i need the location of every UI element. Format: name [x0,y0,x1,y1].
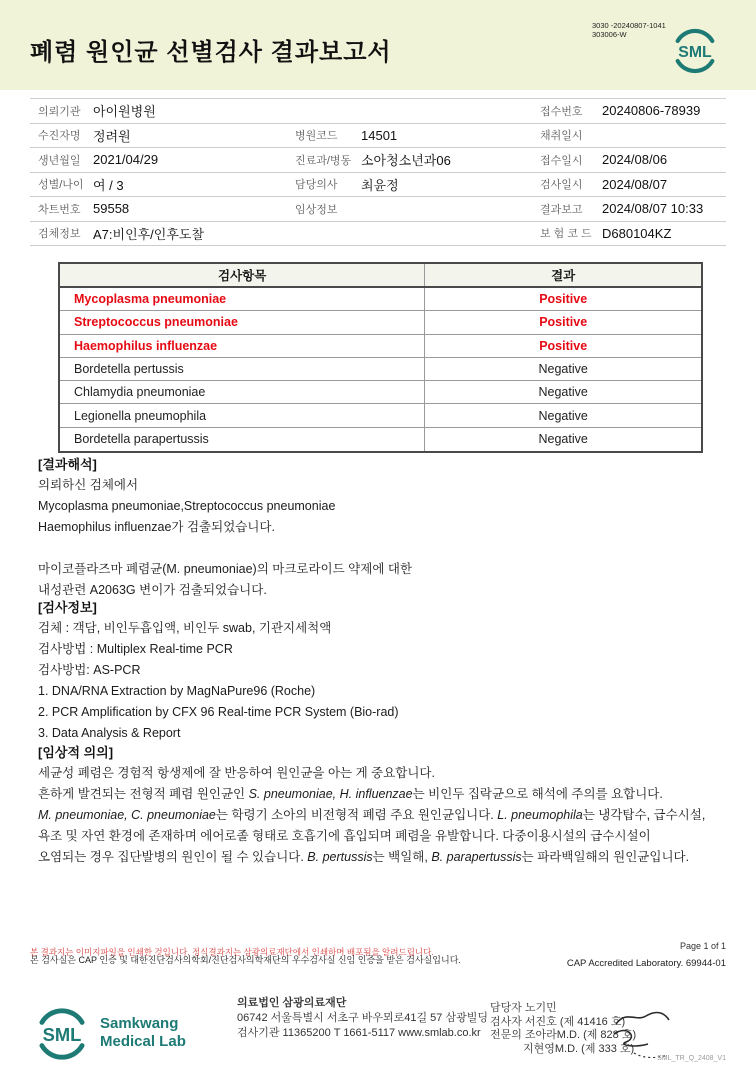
report-code-line1: 3030 -20240807-1041 [592,21,666,30]
field-value: 아이원병원 [93,104,156,120]
result-row [60,335,701,358]
document-version-code: SML_TR_Q_2408_V1 [657,1055,726,1062]
text-line: 마이코플라즈마 폐렴균(M. pneumoniae)의 마크로라이드 약제에 대한 [38,562,413,576]
staff-specialist-1: 전문의 조아라M.D. (제 828 호) [490,1029,637,1041]
test-info-section [38,597,728,744]
cap-accreditation-label: CAP Accredited Laboratory. 69944-01 [566,958,726,969]
report-title: 폐렴 원인균 선별검사 결과보고서 [30,39,392,66]
species-name: S. pneumoniae, H. influenzae [248,787,413,801]
text-line [38,805,728,826]
report-codes [592,21,666,39]
info-cell [38,197,129,221]
field-value: 20240806-78939 [602,103,701,119]
lab-name-line1: Samkwang [100,1015,179,1032]
field-label: 의뢰기관 [38,105,81,118]
result-row [60,381,701,404]
test-item-cell: Streptococcus pneumoniae [60,311,425,333]
patient-info-grid [30,98,726,246]
staff-specialist-2: 지현영M.D. (제 333 호) [523,1042,635,1055]
result-cell: Negative [538,432,588,447]
org-name: 의료법인 삼광의료재단 [237,997,347,1009]
result-cell: Positive [539,315,588,330]
interpretation-body [38,475,728,601]
text-segment: 세균성 폐렴은 경험적 항생제에 잘 반응하여 원인균을 아는 게 중요합니다. [38,766,435,780]
info-cell [295,148,451,172]
field-value: 여 / 3 [93,177,124,193]
results-header-row [60,264,701,288]
field-label: 생년월일 [38,154,81,167]
report-header [0,0,756,90]
field-label: 차트번호 [38,203,81,216]
text-line [38,763,728,784]
text-segment: 는 파라백일해의 원인균입니다. [521,850,690,864]
text-segment: 오염되는 경우 집단발병의 원인이 될 수 있습니다. [38,850,308,864]
disclaimer-print-notice: 본 결과지는 이미지파일을 인쇄한 것입니다. 정식결과지는 삼광의료재단에서 인쇄하며 배포됨을 알려드립니다. [30,947,434,957]
info-cell [540,197,703,221]
info-cell [38,222,204,246]
info-cell [540,173,667,197]
text-line: 검사방법 : Multiplex Real-time PCR [38,642,233,656]
text-segment: 욕조 및 자연 환경에 존재하며 에어로졸 형태로 호흡기에 흡입되며 폐렴을 유발합니다. 다중이용시설의 급수시설이 [38,829,651,843]
info-cell [295,197,361,221]
test-info-body [38,618,728,744]
results-table [58,262,703,453]
field-value: 정려원 [93,128,131,144]
text-segment: 흔하게 발견되는 전형적 폐렴 원인균인 [38,787,249,801]
field-label: 병원코드 [295,130,338,143]
text-line [38,784,728,805]
field-value: 2024/08/07 [602,176,668,192]
field-label: 검체정보 [38,228,81,241]
interpretation-heading: [결과해석] [38,457,97,472]
signature-icon [606,1024,681,1058]
column-header-result: 결과 [551,269,576,283]
test-item-cell: Bordetella pertussis [60,358,425,380]
disclaimer-accreditation-notice: 본 검사실은 CAP 인증 및 대한진단검사의학회/진단검사의학재단의 우수검사실 신임 인증을 받은 검사실입니다. [30,955,461,965]
species-name: B. pertussis [307,850,373,864]
info-cell [540,124,602,148]
info-cell [38,124,131,148]
lab-name [100,1015,186,1051]
report-code-line2: 303006-W [592,30,627,39]
text-line: Mycoplasma pneumoniae,Streptococcus pneumoniae [38,499,336,513]
text-line: 2. PCR Amplification by CFX 96 Real-time PCR System (Bio-rad) [38,705,399,719]
sml-logo-text: SML [678,43,712,61]
text-line [38,847,728,868]
text-line: 3. Data Analysis & Report [38,726,181,740]
page-number: Page 1 of 1 [679,941,726,951]
sml-footer-logo-text: SML [42,1023,82,1045]
field-label: 검사일시 [540,179,583,192]
field-label: 채취일시 [540,130,583,143]
test-item-cell: Bordetella parapertussis [60,428,425,451]
test-info-heading: [검사정보] [38,600,97,615]
result-cell: Negative [538,362,588,377]
field-value: 최윤정 [361,177,399,193]
test-item-cell: Mycoplasma pneumoniae [60,288,425,310]
field-value: A7:비인후/인후도찰 [93,226,205,242]
text-line: 검사방법: AS-PCR [38,663,141,677]
text-line: 내성관련 A2063G 변이가 검출되었습니다. [38,583,267,597]
field-value: D680104KZ [602,225,672,241]
info-cell [295,173,399,197]
clinical-heading: [임상적 의의] [38,745,114,760]
field-value: 소아청소년과06 [361,153,451,169]
result-cell: Positive [539,292,588,307]
info-cell [38,99,156,123]
test-item-cell: Chlamydia pneumoniae [60,381,425,403]
result-cell: Positive [539,338,588,353]
info-cell [540,222,671,246]
staff-technician: 검사자 서진호 (제 41416 호) [490,1015,626,1028]
field-label: 진료과/병동 [295,154,352,167]
info-row [30,173,726,198]
org-contact: 검사기관 11365200 T 1661-5117 www.smlab.co.kr [237,1027,481,1039]
lab-name-line2: Medical Lab [100,1033,186,1050]
column-header-test-item: 검사항목 [60,264,425,286]
species-name: M. pneumoniae, C. pneumoniae [38,808,216,822]
text-line: 의뢰하신 검체에서 [38,478,139,492]
field-label: 성별/나이 [38,179,84,192]
test-item-cell: Legionella pneumophila [60,404,425,426]
text-segment: 는 냉각탑수, 급수시설, [582,808,706,822]
text-segment: 는 백일해, [372,850,432,864]
info-row [30,99,726,124]
result-row [60,358,701,381]
field-value: 2021/04/29 [93,152,159,168]
clinical-body [38,763,728,868]
result-cell: Negative [538,385,588,400]
result-row [60,288,701,311]
info-row [30,124,726,149]
text-line: 검체 : 객담, 비인두흡입액, 비인두 swab, 기관지세척액 [38,621,332,635]
field-label: 접수번호 [540,105,583,118]
species-name: L. pneumophila [497,808,583,822]
field-value: 14501 [361,127,398,143]
result-row [60,311,701,334]
info-cell [295,124,397,148]
field-value: 2024/08/06 [602,152,668,168]
field-label: 결과보고 [540,203,583,216]
sml-logo-icon [670,26,720,76]
org-address: 06742 서울특별시 서초구 바우뫼로41길 57 삼광빌딩 [237,1012,488,1024]
clinical-significance-section [38,742,728,868]
field-label: 담당의사 [295,179,338,192]
result-cell: Negative [538,408,588,423]
text-segment: 는 비인두 집락균으로 해석에 주의를 요합니다. [412,787,663,801]
info-row [30,197,726,222]
sml-footer-logo-icon [33,1005,91,1063]
text-segment: 는 학령기 소아의 비전형적 폐렴 주요 원인균입니다. [215,808,498,822]
info-cell [540,99,700,123]
text-line: 1. DNA/RNA Extraction by MagNaPure96 (Roche) [38,684,316,698]
species-name: B. parapertussis [431,850,522,864]
text-line [38,538,728,559]
staff-manager: 담당자 노기민 [490,1002,557,1014]
field-value: 59558 [93,201,130,217]
text-line [38,826,728,847]
field-label: 보 험 코 드 [540,228,592,241]
field-label: 수진자명 [38,130,81,143]
info-row [30,148,726,173]
field-label: 접수일시 [540,154,583,167]
field-label: 임상정보 [295,203,338,216]
results-body [60,288,701,451]
info-cell [540,148,667,172]
text-line: Haemophilus influenzae가 검출되었습니다. [38,520,275,534]
info-cell [38,148,158,172]
info-row [30,222,726,247]
organization-block [237,996,488,1041]
interpretation-section [38,454,728,601]
result-row [60,404,701,427]
test-item-cell: Haemophilus influenzae [60,335,425,357]
field-value: 2024/08/07 10:33 [602,201,704,217]
result-row [60,428,701,451]
info-cell [38,173,124,197]
